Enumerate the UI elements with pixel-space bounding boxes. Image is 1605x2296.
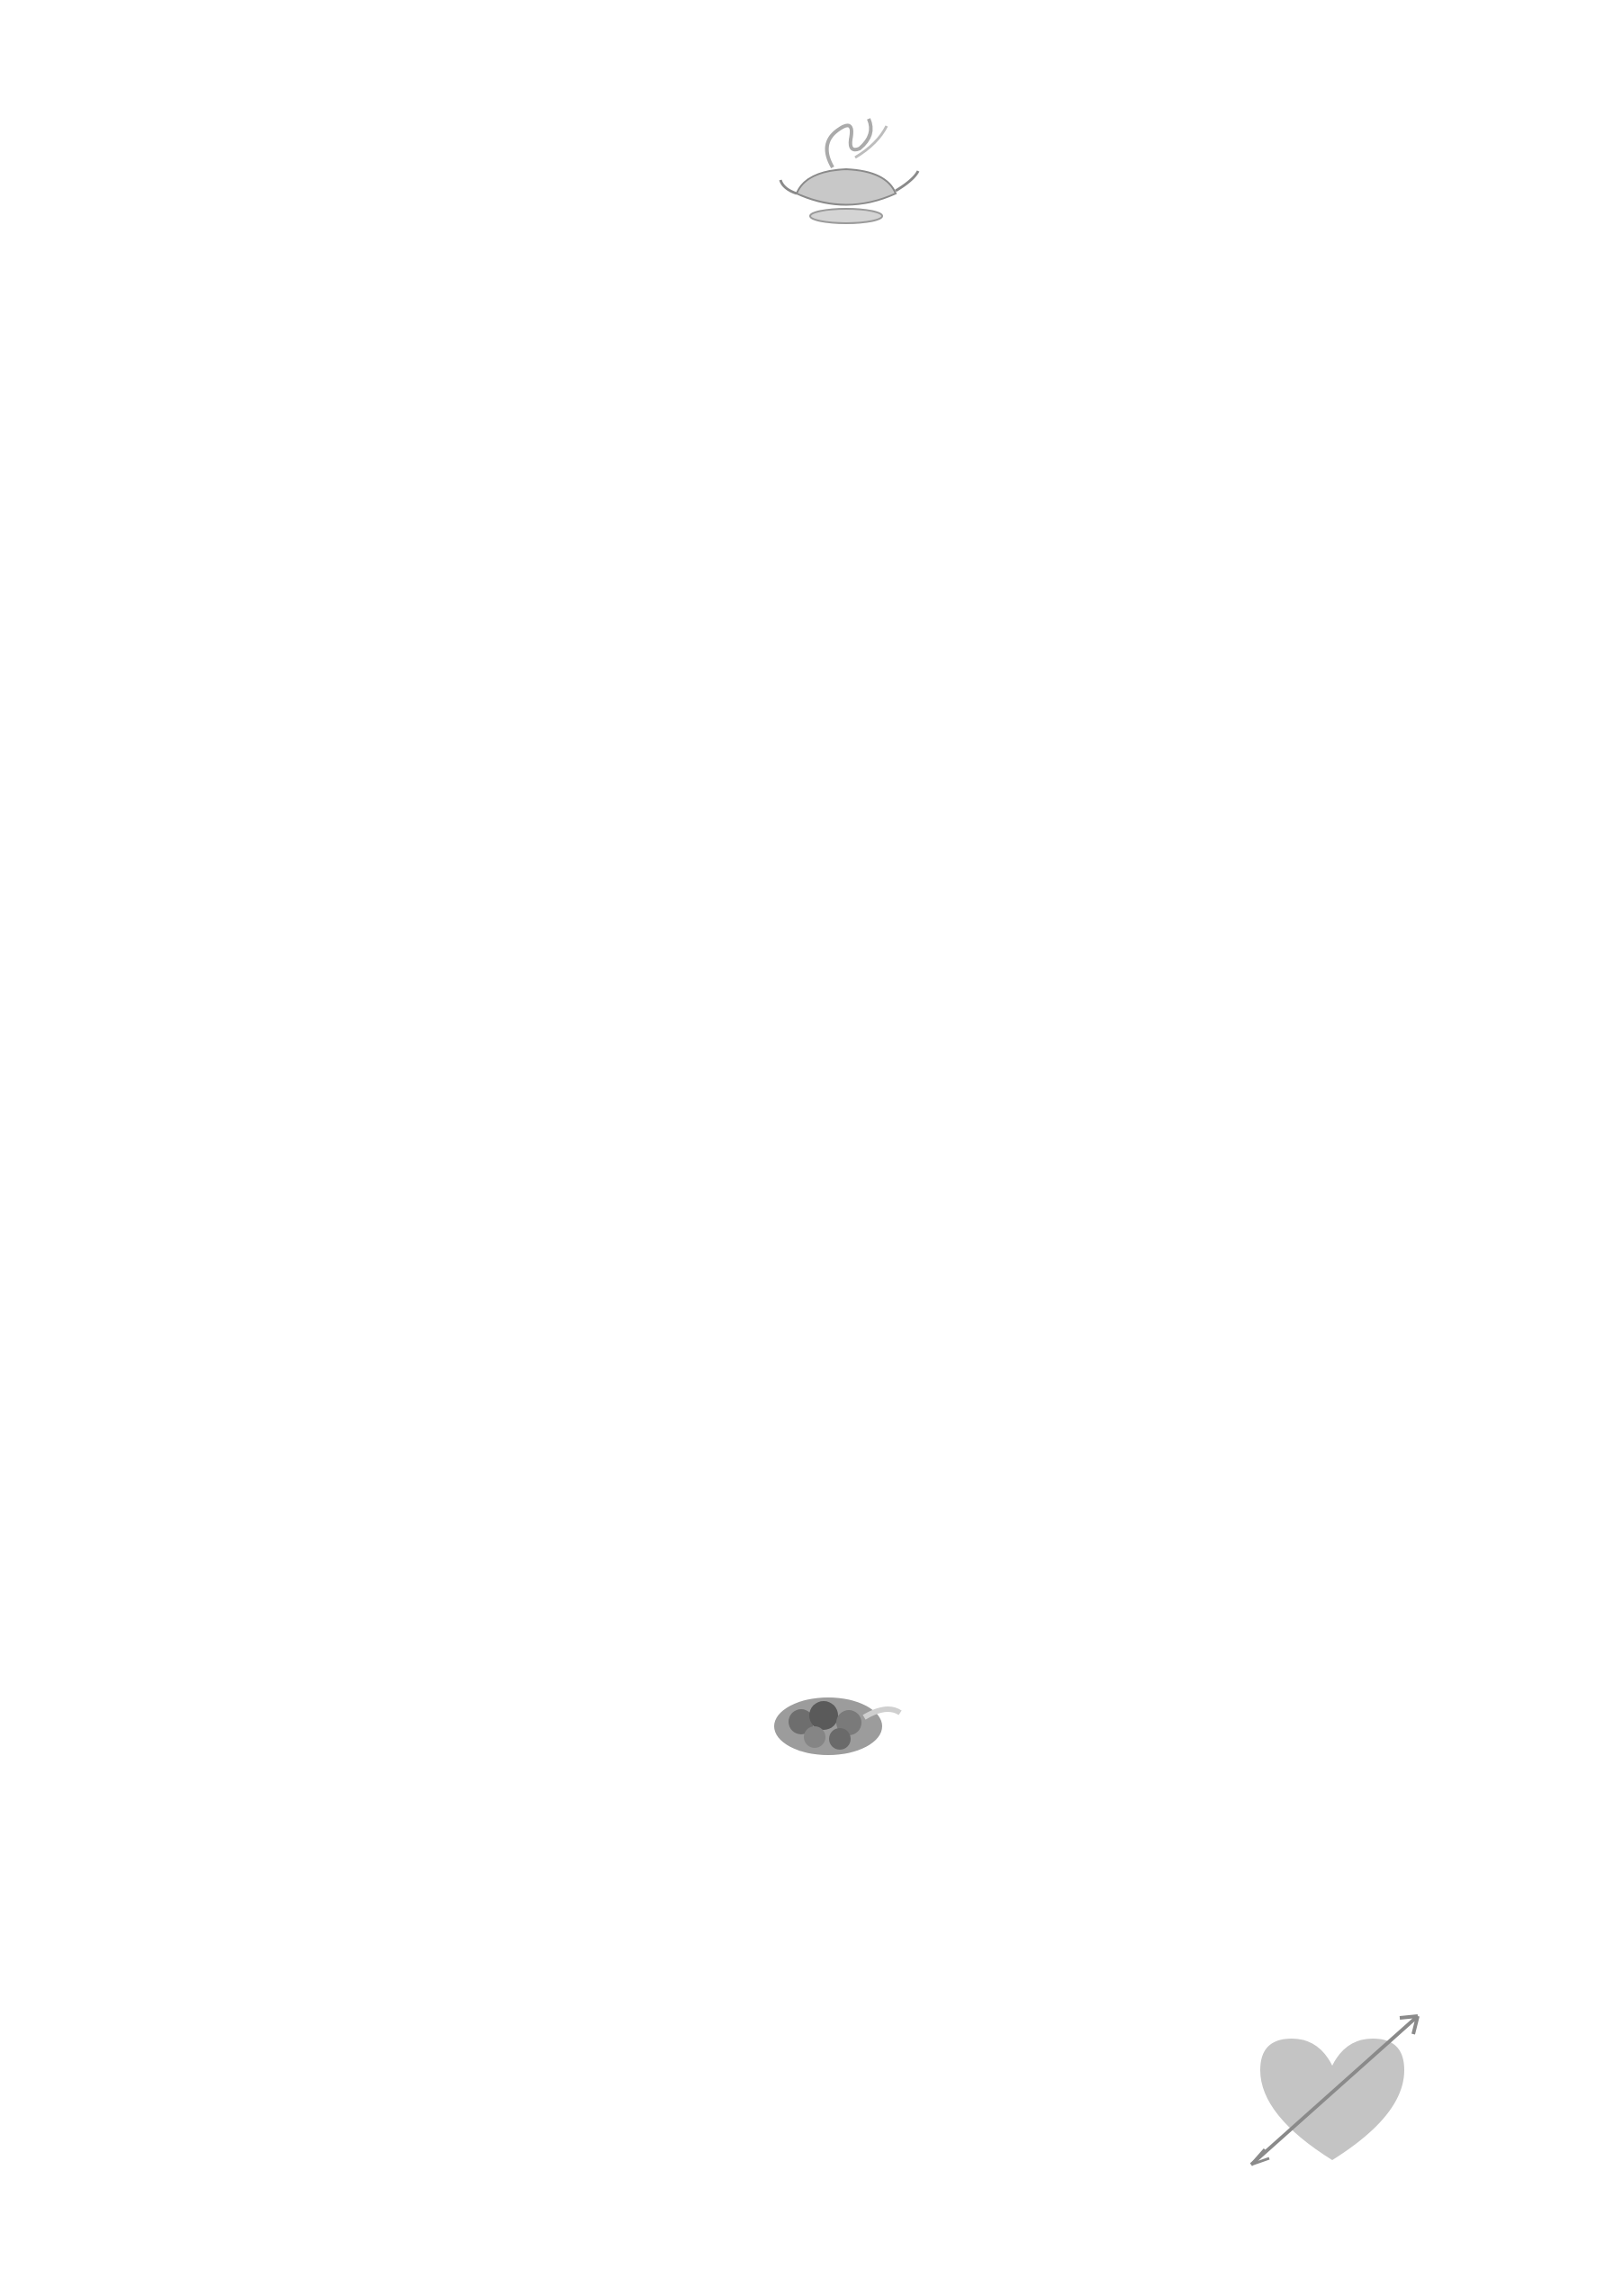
teapot-ornament-icon <box>770 108 923 234</box>
flower-divider-icon <box>752 1672 905 1771</box>
heart-arrow-icon <box>1233 1998 1431 2178</box>
